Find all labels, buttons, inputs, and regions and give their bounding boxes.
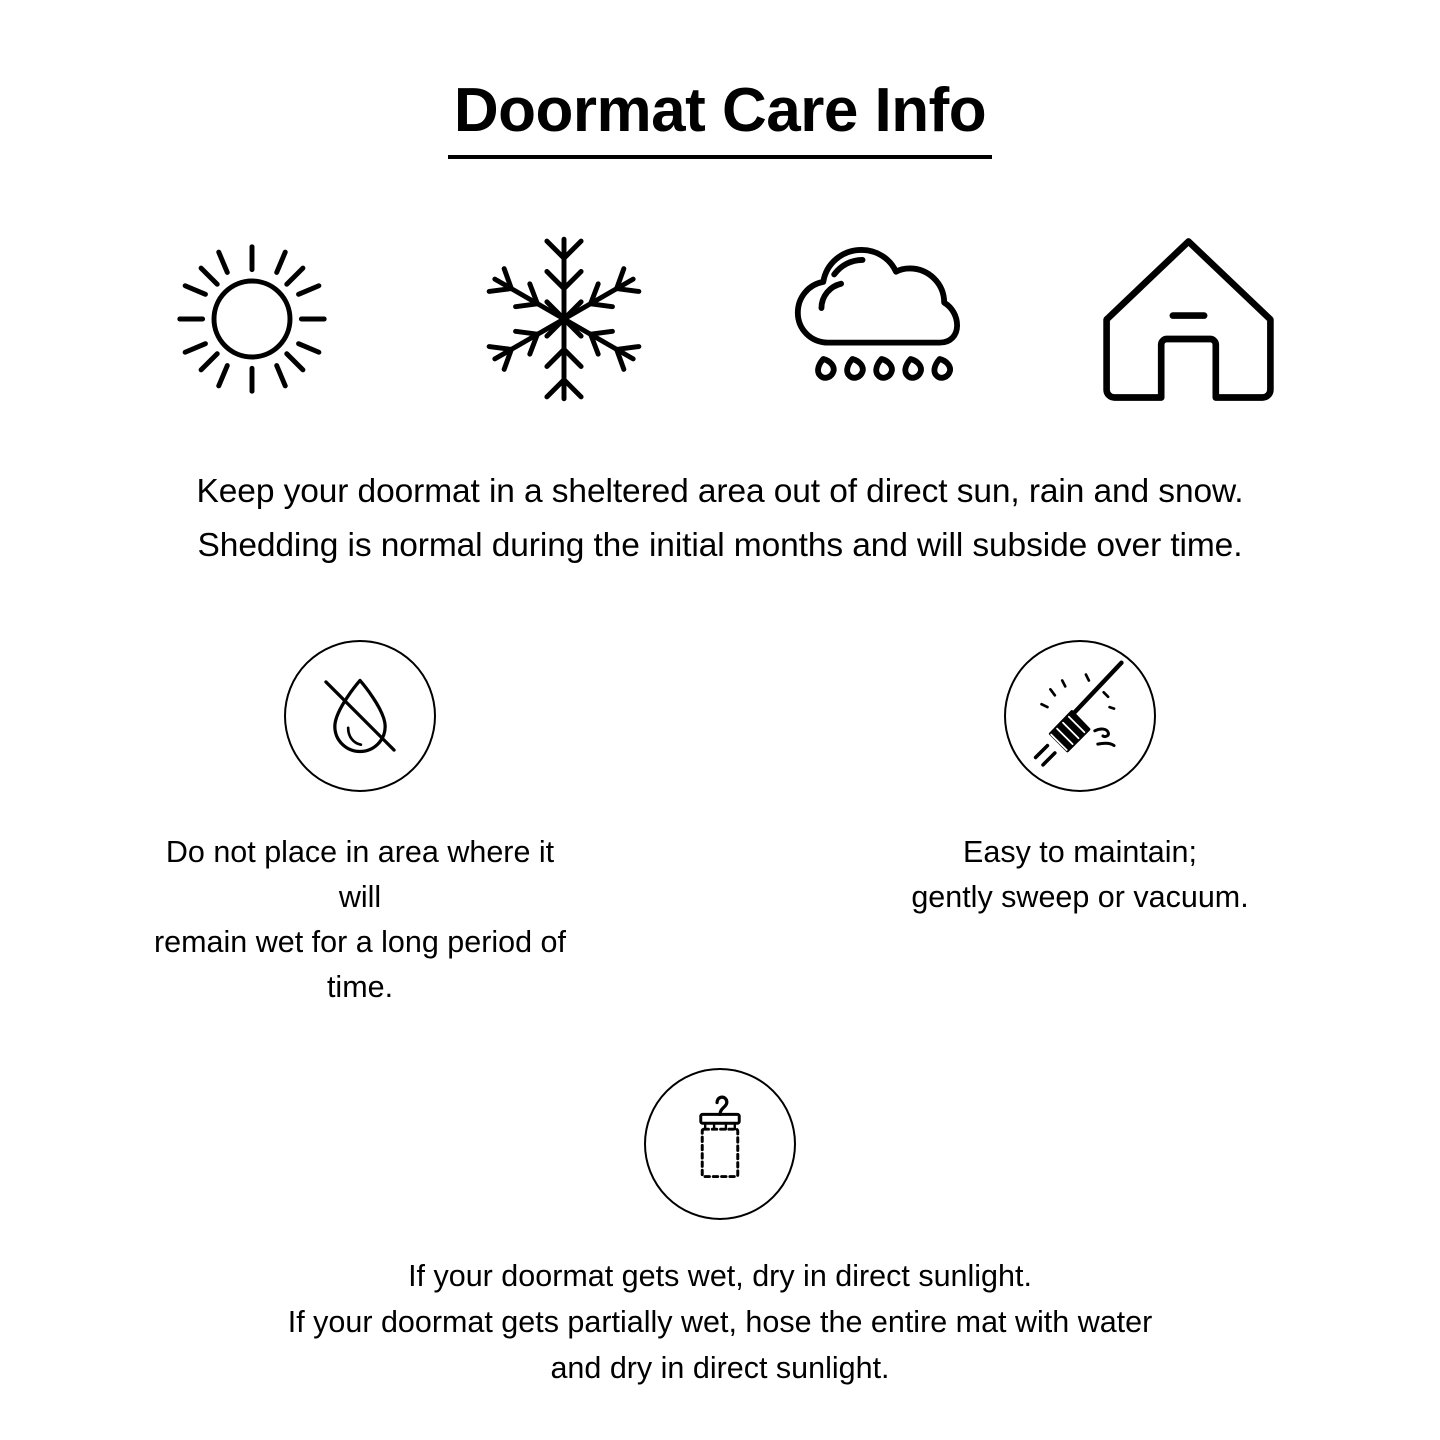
care-item-no-water-caption (145, 830, 575, 1011)
caption-line-2: remain wet for a long period of time. (154, 924, 566, 1004)
rain-cloud-icon (776, 219, 976, 419)
page-title: Doormat Care Info (448, 78, 992, 159)
intro-line-1: Keep your doormat in a sheltered area out of direct sun, rain and snow. (196, 473, 1244, 511)
sun-icon (152, 219, 352, 419)
hang-dry-icon (644, 1068, 796, 1220)
caption-line-1: If your doormat gets wet, dry in direct sunlight. (408, 1259, 1032, 1294)
caption-line-1: Do not place in area where it will (165, 834, 555, 914)
caption-line-2: gently sweep or vacuum. (911, 879, 1249, 914)
broom-sweep-icon (1004, 640, 1156, 792)
no-water-icon (284, 640, 436, 792)
title-container (0, 0, 1440, 159)
care-item-hang-dry-caption (288, 1254, 1153, 1391)
caption-line-2: If your doormat gets partially wet, hose the entire mat with water (287, 1304, 1153, 1339)
caption-line-3: and dry in direct sunlight. (550, 1350, 890, 1385)
caption-line-1: Easy to maintain; (963, 834, 1197, 869)
care-items-row (0, 640, 1440, 1011)
house-icon (1088, 219, 1288, 419)
care-item-sweep-caption (911, 830, 1248, 920)
weather-icon-row (0, 219, 1440, 419)
intro-line-2: Shedding is normal during the initial months and will subside over time. (197, 527, 1243, 565)
care-item-no-water (145, 640, 575, 1011)
intro-paragraph (0, 465, 1440, 574)
care-item-hang-dry (0, 1068, 1440, 1391)
snowflake-icon (464, 219, 664, 419)
care-item-sweep (865, 640, 1295, 920)
